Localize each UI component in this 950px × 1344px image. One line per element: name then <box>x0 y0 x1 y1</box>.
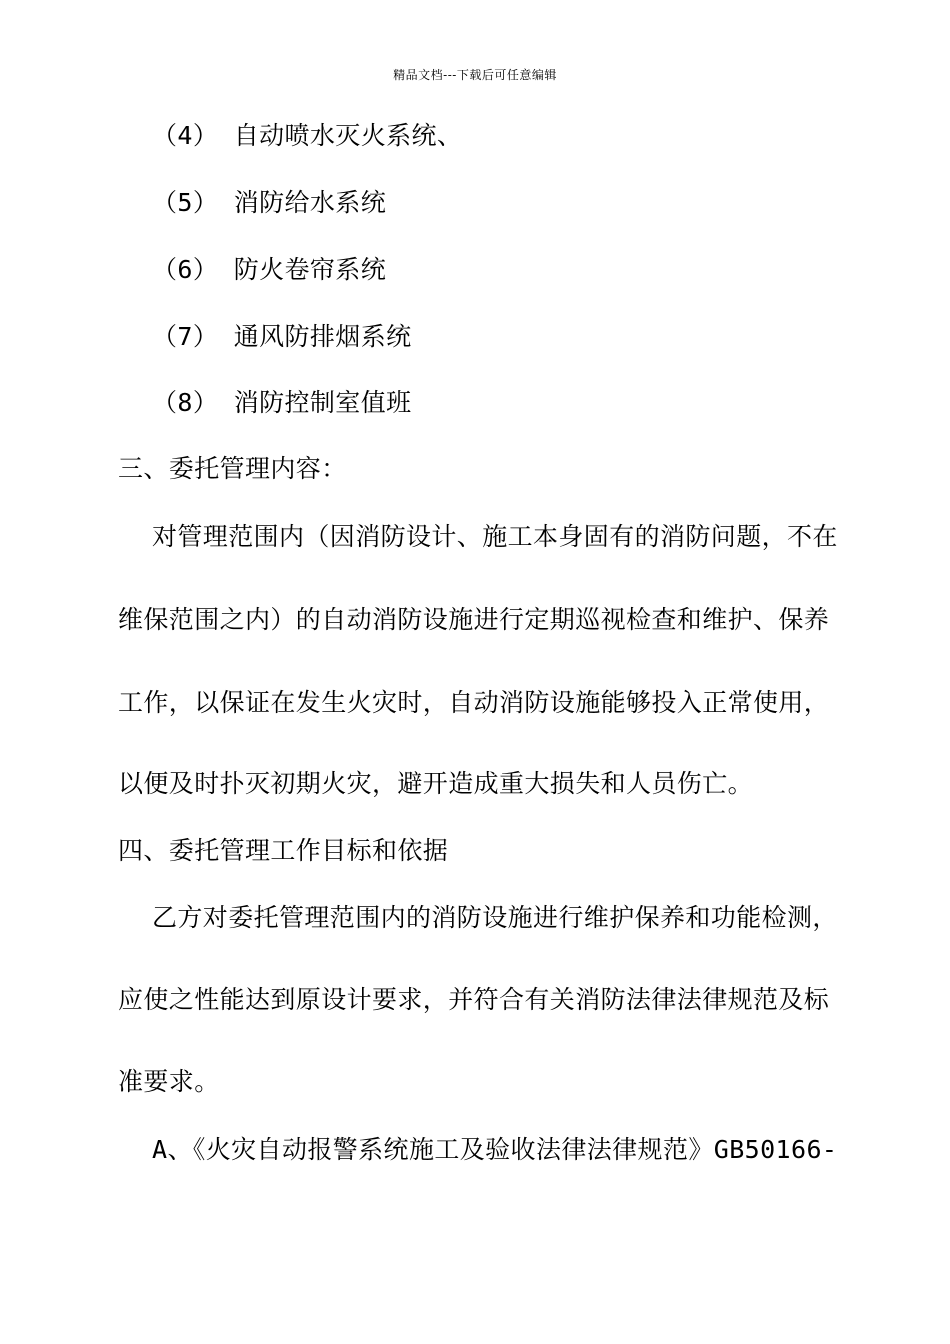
list-item: （5） 消防给水系统 <box>152 188 387 217</box>
section-heading: 三、委托管理内容： <box>118 454 347 483</box>
list-item: （8） 消防控制室值班 <box>152 388 412 417</box>
reference-item: A、《火灾自动报警系统施工及验收法律法律规范》GB50166- <box>152 1135 838 1164</box>
paragraph-line: 准要求。 <box>118 1067 220 1096</box>
paragraph-line: 应使之性能达到原设计要求，并符合有关消防法律法律规范及标 <box>118 985 830 1014</box>
paragraph-line: 维保范围之内）的自动消防设施进行定期巡视检查和维护、保养 <box>118 605 830 634</box>
paragraph-line: 工作，以保证在发生火灾时，自动消防设施能够投入正常使用， <box>118 688 830 717</box>
paragraph-line: 以便及时扑灭初期火灾，避开造成重大损失和人员伤亡。 <box>118 769 754 798</box>
list-item: （4） 自动喷水灭火系统、 <box>152 121 463 150</box>
list-item: （7） 通风防排烟系统 <box>152 322 412 351</box>
list-item: （6） 防火卷帘系统 <box>152 255 387 284</box>
paragraph-line: 乙方对委托管理范围内的消防设施进行维护保养和功能检测， <box>152 903 838 932</box>
section-heading: 四、委托管理工作目标和依据 <box>118 836 449 865</box>
paragraph-line: 对管理范围内（因消防设计、施工本身固有的消防问题，不在 <box>152 522 838 551</box>
page-header: 精品文档---下载后可任意编辑 <box>393 68 557 82</box>
